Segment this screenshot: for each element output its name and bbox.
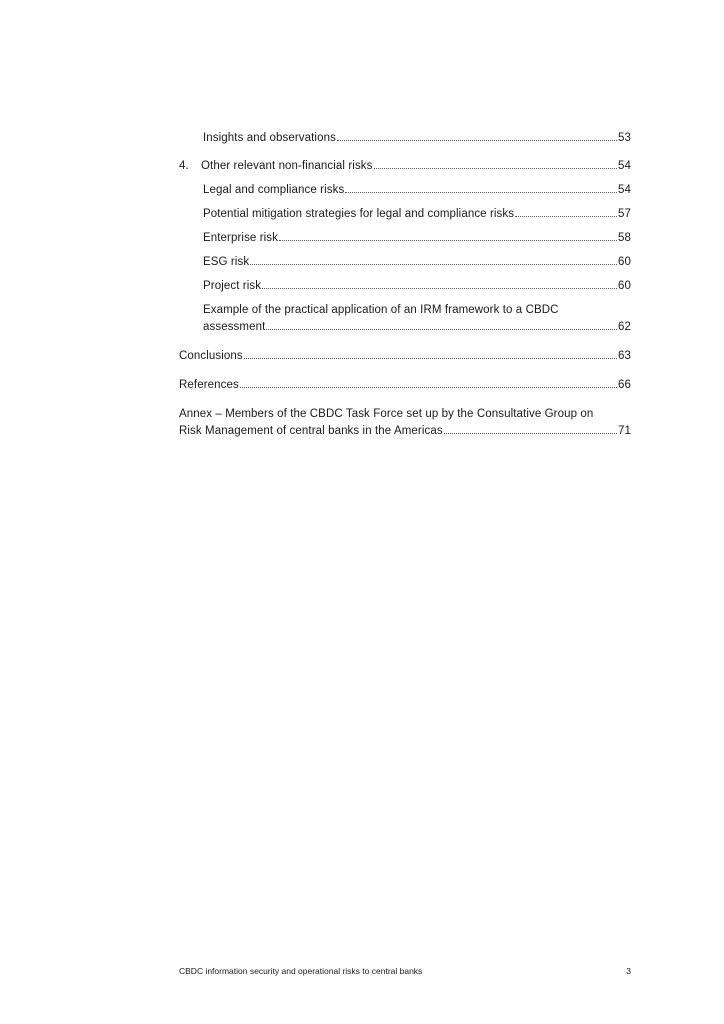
toc-entry-page: 71	[618, 425, 631, 437]
toc-entry-project[interactable]	[179, 279, 631, 294]
toc-entry-label: Conclusions	[179, 350, 243, 362]
toc-entry-page: 54	[618, 184, 631, 196]
dot-leader	[374, 168, 617, 169]
toc-entry-references[interactable]	[179, 378, 631, 393]
dot-leader	[444, 433, 617, 434]
toc-entry-label	[179, 159, 373, 174]
dot-leader	[345, 192, 617, 193]
table-of-contents	[179, 131, 631, 439]
toc-entry-page: 60	[618, 256, 631, 268]
dot-leader	[244, 358, 617, 359]
toc-entry-label-line2: Risk Management of central banks in the Americas	[179, 425, 443, 437]
footer-title: CBDC information security and operational risks to central banks	[179, 966, 423, 976]
toc-entry-label: Potential mitigation strategies for legal and compliance risks	[203, 208, 515, 220]
dot-leader	[515, 216, 617, 217]
toc-entry-page: 60	[618, 280, 631, 292]
toc-entry-label-line1: Annex – Members of the CBDC Task Force set up by the Consultative Group on	[179, 408, 594, 420]
toc-entry-label: References	[179, 379, 239, 391]
toc-entry-page: 63	[618, 350, 631, 362]
toc-entry-enterprise[interactable]	[179, 231, 631, 246]
toc-entry-label: Legal and compliance risks	[203, 184, 345, 196]
toc-entry-example[interactable]	[179, 303, 631, 335]
toc-entry-page: 53	[618, 132, 631, 144]
dot-leader	[240, 387, 617, 388]
toc-entry-label-line1: Example of the practical application of an IRM framework to a CBDC	[203, 304, 559, 316]
page-footer	[179, 966, 631, 976]
toc-entry-page: 66	[618, 379, 631, 391]
toc-entry-insights[interactable]	[179, 131, 631, 146]
toc-entry-label: Enterprise risk	[203, 232, 278, 244]
toc-entry-esg[interactable]	[179, 255, 631, 270]
toc-entry-label-line2: assessment	[203, 321, 266, 333]
toc-entry-page: 58	[618, 232, 631, 244]
dot-leader	[266, 329, 617, 330]
toc-entry-label: Project risk	[203, 280, 262, 292]
toc-entry-legal[interactable]	[179, 183, 631, 198]
dot-leader	[250, 264, 617, 265]
toc-entry-section-4[interactable]	[179, 159, 631, 174]
section-title: Other relevant non-financial risks	[201, 160, 373, 172]
toc-entry-page: 54	[618, 160, 631, 172]
toc-entry-label: ESG risk	[203, 256, 250, 268]
dot-leader	[337, 140, 617, 141]
toc-entry-page: 62	[618, 321, 631, 333]
toc-entry-annex[interactable]	[179, 407, 631, 439]
footer-page-number: 3	[626, 966, 631, 976]
toc-entry-mitigation[interactable]	[179, 207, 631, 222]
toc-entry-page: 57	[618, 208, 631, 220]
toc-entry-conclusions[interactable]	[179, 349, 631, 364]
dot-leader	[262, 288, 617, 289]
toc-entry-label: Insights and observations	[203, 132, 336, 144]
section-number: 4.	[179, 160, 189, 172]
dot-leader	[279, 240, 617, 241]
